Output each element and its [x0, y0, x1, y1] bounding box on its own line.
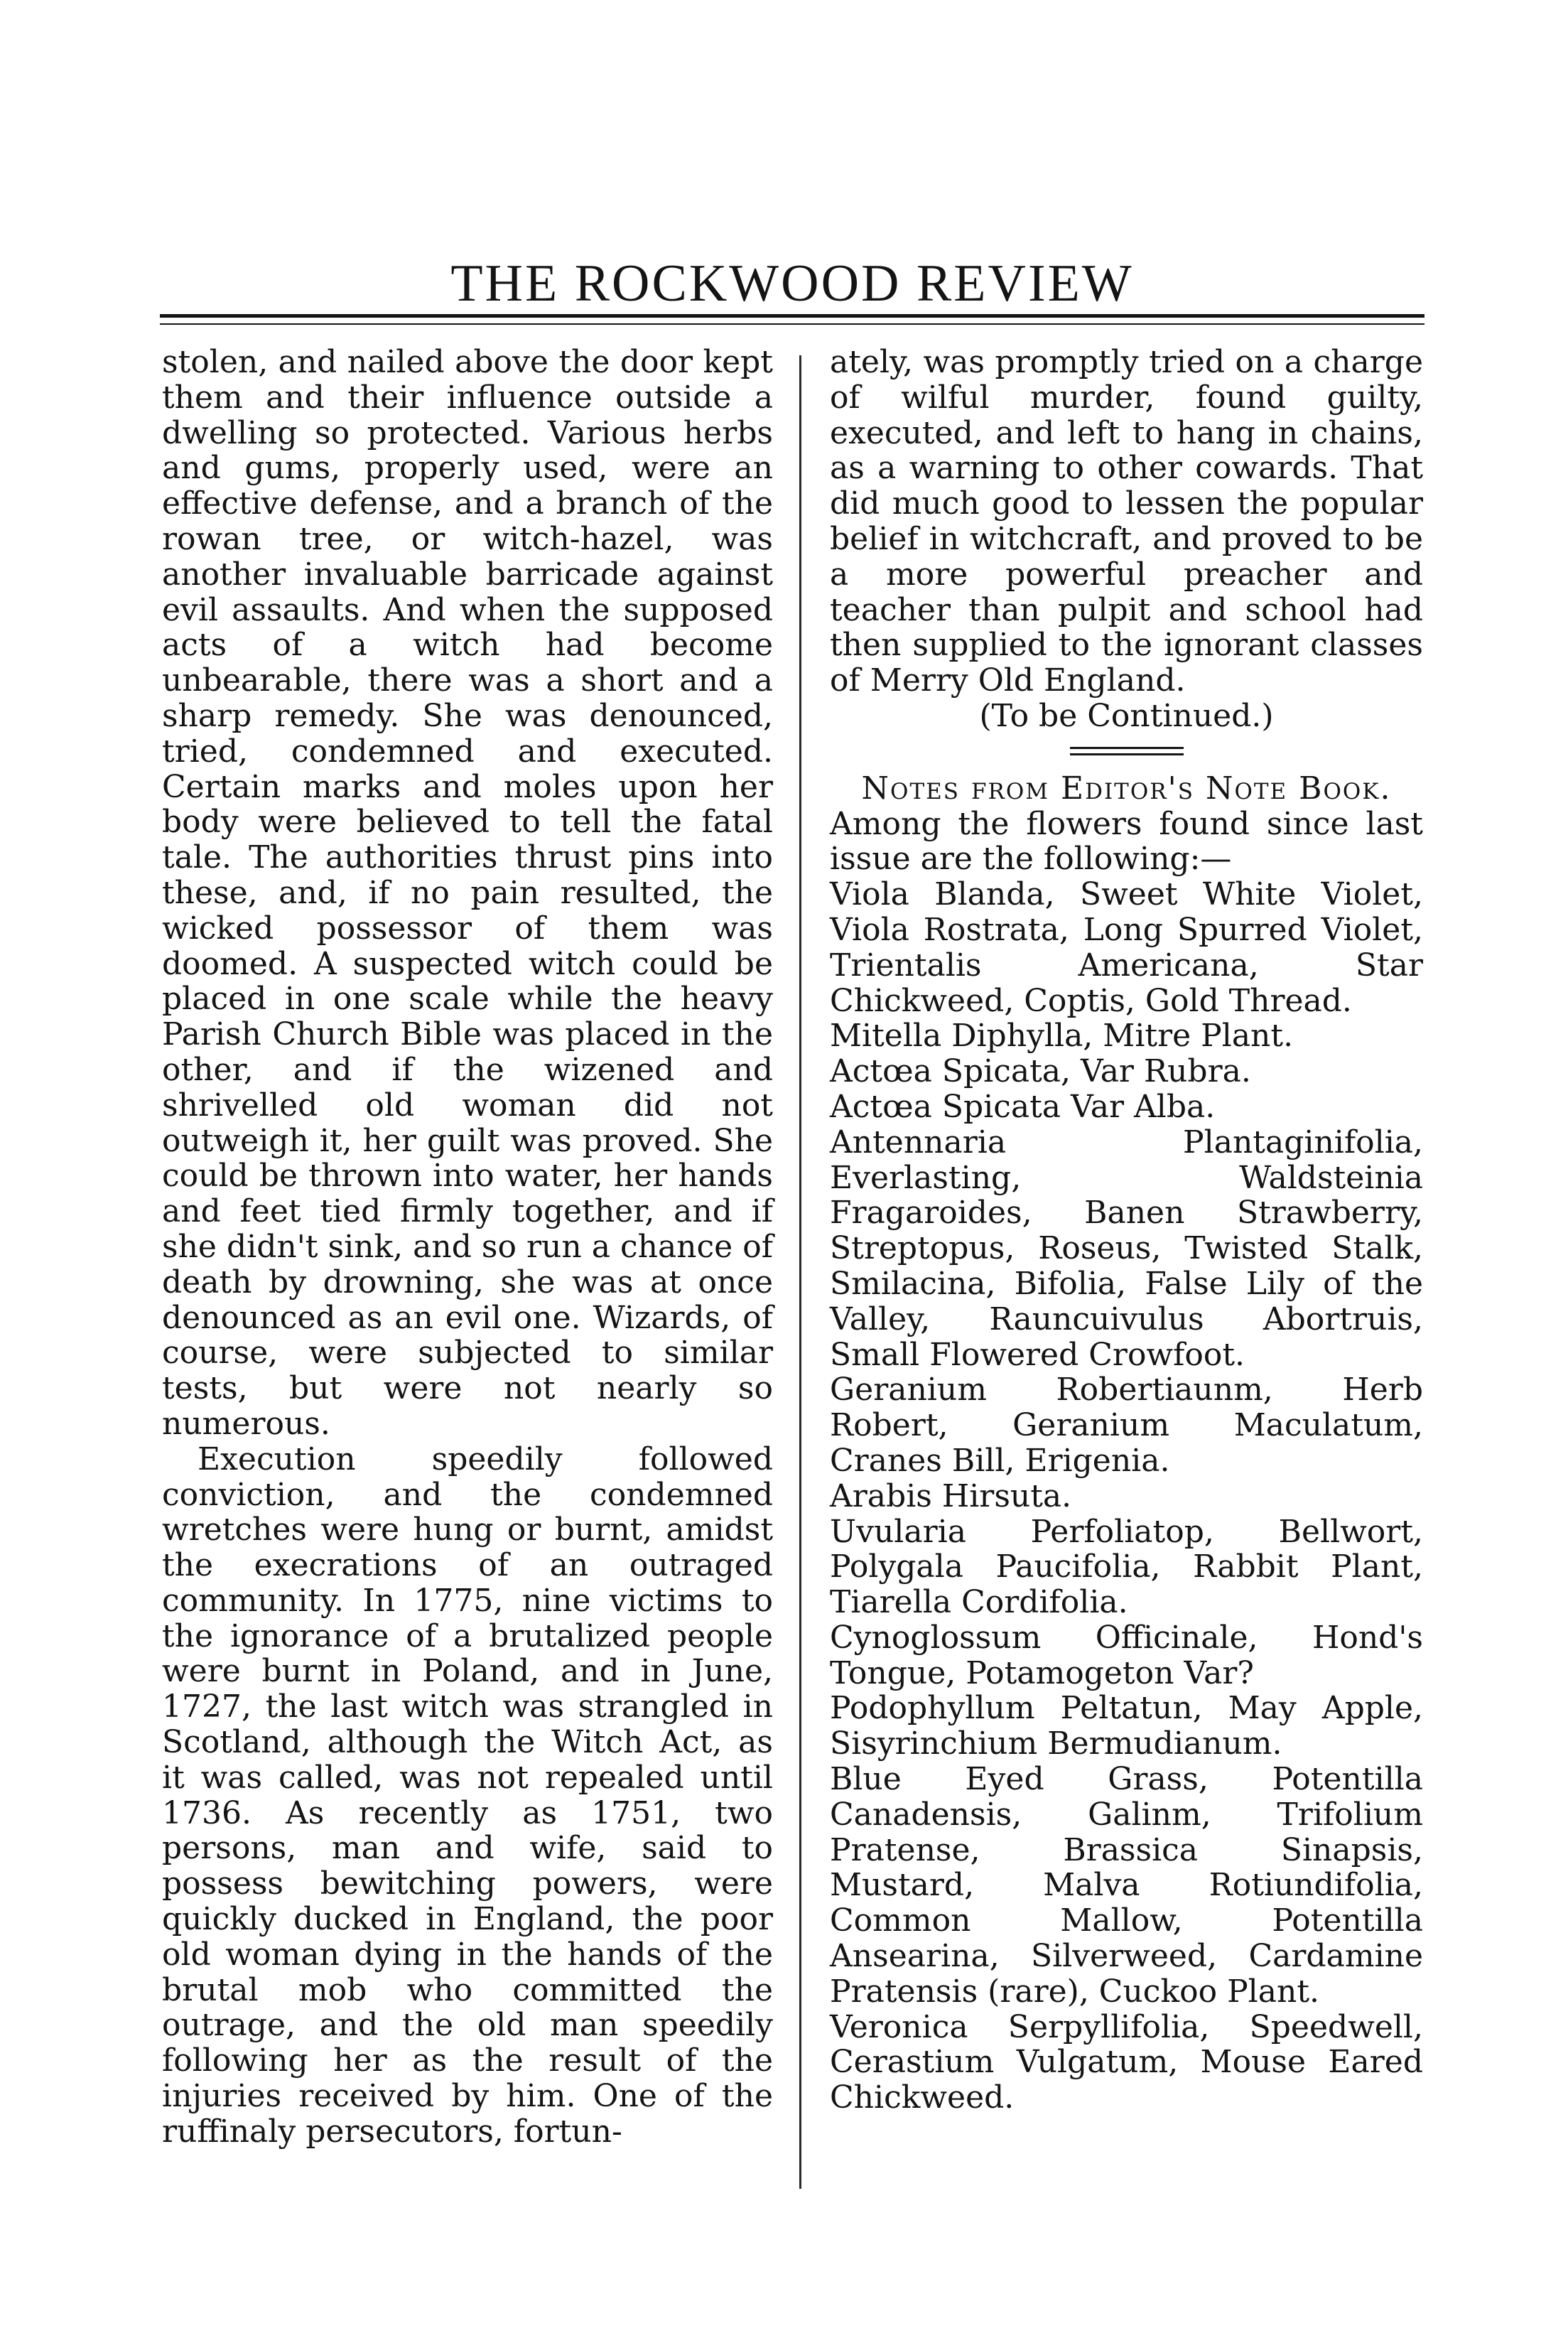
plant-entry: Blue Eyed Grass, Potentilla Canadensis, Galinm, Trifolium Pratense, Brassica Sinapsis, Mustard, Malva Rotiundifolia, Common Mallow, Potentilla Ansearina, Silverweed, Cardamine Pratensis (rare), Cuckoo Plant. [830, 1761, 1423, 2010]
plant-entry: Uvularia Perfoliatop, Bellwort, Polygala Paucifolia, Rabbit Plant, Tiarella Cordifolia. [830, 1513, 1423, 1621]
page-title: THE ROCKWOOD REVIEW [450, 254, 1134, 313]
section-divider [1070, 747, 1184, 755]
section-heading: Notes from Editor's Note Book. [861, 770, 1392, 807]
plant-entry: Actœa Spicata Var Alba. [830, 1088, 1216, 1125]
plant-entry: Veronica Serpyllifolia, Speedwell, Cerastium Vulgatum, Mouse Eared Chickweed. [830, 2008, 1423, 2116]
plant-entry: Mitella Diphylla, Mitre Plant. [830, 1018, 1294, 1055]
plant-entry: Geranium Robertiaunm, Herb Robert, Geranium Maculatum, Cranes Bill, Erigenia. [830, 1372, 1423, 1479]
header-rule-thin [160, 323, 1424, 325]
plant-entry: Viola Blanda, Sweet White Violet, Viola Rostrata, Long Spurred Violet, Trientalis Americana, Star Chickweed, Coptis, Gold Thread. [830, 876, 1423, 1019]
plant-entry: Arabis Hirsuta. [830, 1477, 1072, 1514]
plant-entry: Antennaria Plantaginifolia, Everlasting, Waldsteinia Fragaroides, Banen Strawberry, Streptopus, Roseus, Twisted Stalk, Smilacina, Bifolia, False Lily of the Valley, Rauncuivulus Abortruis, Small Flowered Crowfoot. [830, 1124, 1423, 1373]
left-paragraph-2: Execution speedily followed conviction, and the condemned wretches were hung or burnt, amidst the execrations of an outraged community. In 1775, nine victims to the ignorance of a brutalized people were burnt in Poland, and in June, 1727, the last witch was strangled in Scotland, although the Witch Act, as it was called, was not repealed until 1736. As recently as 1751, two persons, man and wife, said to possess bewitching powers, were quickly ducked in England, the poor old woman dying in the hands of the brutal mob who committed the outrage, and the old man speedily following her as the result of the injuries received by him. One of the ruffinaly persecutors, fortun- [162, 1440, 773, 2150]
header-rule-thick [160, 314, 1424, 318]
plant-entry: Actœa Spicata, Var Rubra. [830, 1053, 1251, 1090]
left-paragraph-1: stolen, and nailed above the door kept them and their influence outside a dwelling so protected. Various herbs and gums, properly used, were an effective defense, and a branch of the rowan tree, or witch-hazel, was another invaluable barricade against evil assaults. And when the supposed acts of a witch had become unbearable, there was a short and a sharp remedy. She was denounced, tried, condemned and executed. Certain marks and moles upon her body were believed to tell the fatal tale. The authorities thrust pins into these, and, if no pain resulted, the wicked possessor of them was doomed. A suspected witch could be placed in one scale while the heavy Parish Church Bible was placed in the other, and if the wizened and shrivelled old woman did not outweigh it, her guilt was proved. She could be thrown into water, her hands and feet tied firmly together, and if she didn't sink, and so run a chance of death by drowning, she was at once denounced as an evil one. Wizards, of course, were subjected to similar tests, but were not nearly so numerous. [162, 344, 773, 1442]
plant-entry: Cynoglossum Officinale, Hond's Tongue, Potamogeton Var? [830, 1619, 1423, 1691]
right-column [830, 345, 1423, 2116]
right-opening-paragraph: ately, was promptly tried on a charge of wilful murder, found guilty, executed, and left to hang in chains, as a warning to other cowards. That did much good to lessen the popular belief in witchcraft, and proved to be a more powerful preacher and teacher than pulpit and school had then supplied to the ignorant classes of Merry Old England. [830, 344, 1423, 699]
plant-entry: Podophyllum Peltatun, May Apple, Sisyrinchium Bermudianum. [830, 1690, 1423, 1762]
continued-note: (To be Continued.) [979, 697, 1274, 734]
column-divider [799, 355, 801, 2189]
left-column [162, 345, 773, 2150]
page-header [160, 254, 1424, 313]
notes-intro: Among the flowers found since last issue are the following:— [830, 805, 1423, 878]
